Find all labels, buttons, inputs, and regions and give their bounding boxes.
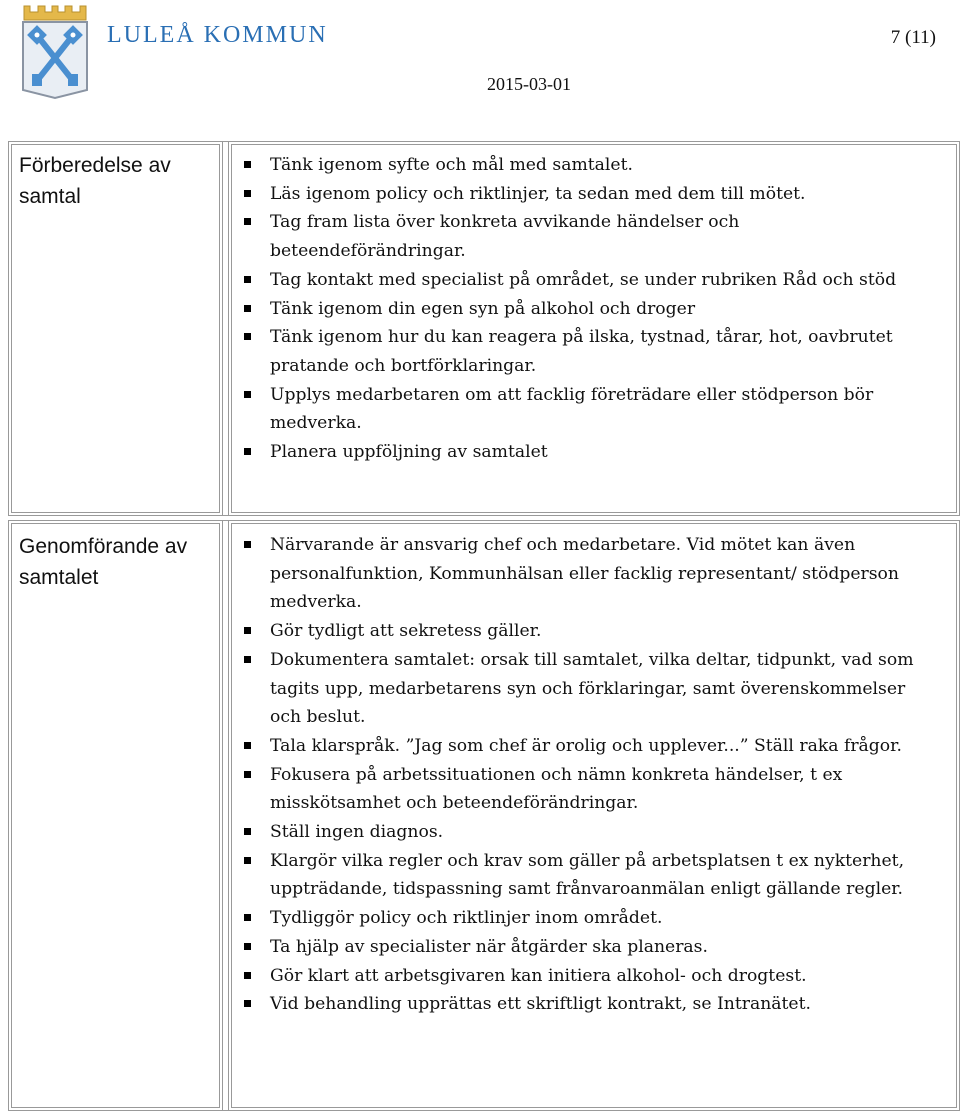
page-number: 7 (11) xyxy=(890,27,936,48)
list-item: Tag kontakt med specialist på området, se under rubriken Råd och stöd xyxy=(241,266,931,295)
list-item: Läs igenom policy och riktlinjer, ta sedan med dem till mötet. xyxy=(241,180,931,209)
list-item: Tydliggör policy och riktlinjer inom området. xyxy=(241,904,931,933)
organization-name: LULEÅ KOMMUN xyxy=(107,22,328,48)
list-item: Dokumentera samtalet: orsak till samtalet, vilka deltar, tidpunkt, vad som tagits upp, medarbetarens syn och förklaringar, samt överenskommelser och beslut. xyxy=(241,646,931,732)
list-item: Tag fram lista över konkreta avvikande händelser och beteendeförändringar. xyxy=(241,208,931,265)
list-item: Gör tydligt att sekretess gäller. xyxy=(241,617,931,646)
coat-of-arms-keys-icon xyxy=(20,2,90,100)
section-title-preparation: Förberedelse av samtal xyxy=(19,154,171,208)
list-item: Ta hjälp av specialister när åtgärder ska planeras. xyxy=(241,933,931,962)
row-label-cell xyxy=(9,521,223,1110)
list-item: Ställ ingen diagnos. xyxy=(241,818,931,847)
section-title-execution: Genomförande av samtalet xyxy=(19,535,188,589)
list-item: Gör klart att arbetsgivaren kan initiera alkohol- och drogtest. xyxy=(241,962,931,991)
list-item: Tala klarspråk. ”Jag som chef är orolig och upplever...” Ställ raka frågor. xyxy=(241,732,931,761)
list-item: Tänk igenom din egen syn på alkohol och droger xyxy=(241,295,931,324)
list-item: Upplys medarbetaren om att facklig företrädare eller stödperson bör medverka. xyxy=(241,381,931,438)
list-item: Vid behandling upprättas ett skriftligt kontrakt, se Intranätet. xyxy=(241,990,931,1019)
execution-list xyxy=(241,531,931,1019)
page-header xyxy=(0,0,960,140)
list-item: Planera uppföljning av samtalet xyxy=(241,438,931,467)
list-item: Närvarande är ansvarig chef och medarbetare. Vid mötet kan även personalfunktion, Kommunhälsan eller facklig representant/ stödperson medverka. xyxy=(241,531,931,617)
preparation-list xyxy=(241,151,931,467)
list-item: Klargör vilka regler och krav som gäller på arbetsplatsen t ex nykterhet, uppträdande, tidspassning samt frånvaroanmälan enligt gällande regler. xyxy=(241,847,931,904)
document-date: 2015-03-01 xyxy=(487,74,571,94)
list-item: Tänk igenom syfte och mål med samtalet. xyxy=(241,151,931,180)
list-item: Tänk igenom hur du kan reagera på ilska, tystnad, tårar, hot, oavbrutet pratande och bortförklaringar. xyxy=(241,323,931,380)
list-item: Fokusera på arbetssituationen och nämn konkreta händelser, t ex misskötsamhet och beteendeförändringar. xyxy=(241,761,931,818)
